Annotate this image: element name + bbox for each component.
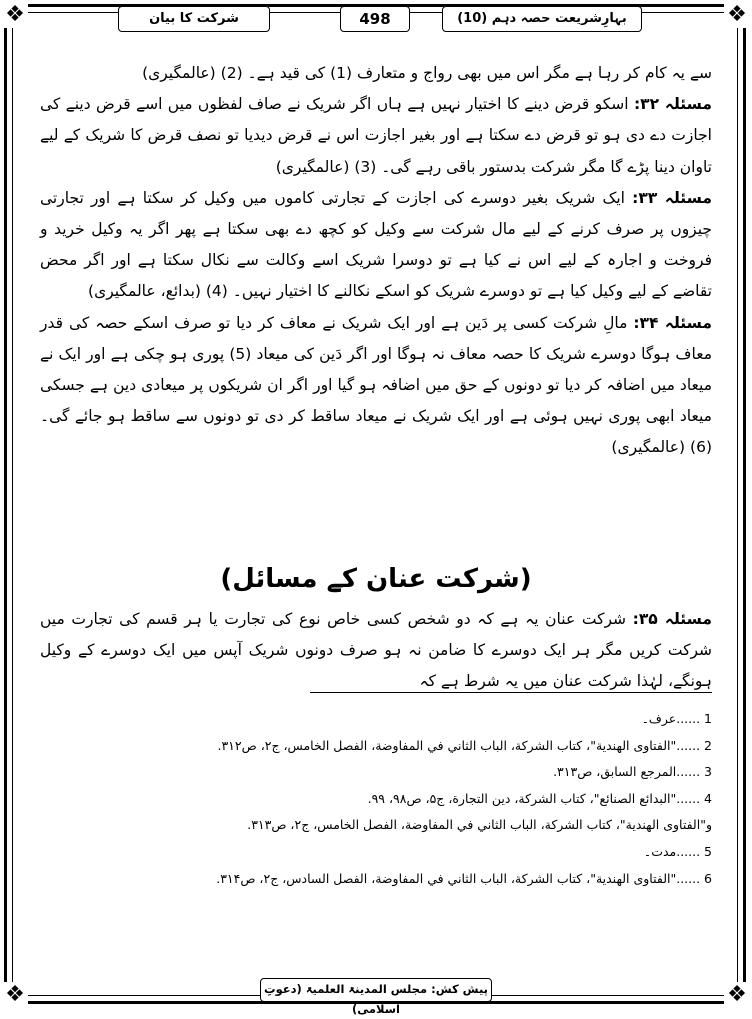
footnote: و"الفتاوى الهندية"، كتاب الشركة، الباب الثاني في المفاوضة، الفصل الخامس، ج۲، ص۳۱۳. bbox=[247, 817, 712, 833]
page-header bbox=[90, 6, 662, 34]
main-text-2: مسئلہ ۳۵: شرکت عنان یہ ہے کہ دو شخص کسی خاص نوع کی تجارت یا ہر قسم کی تجارت میں شرکت کریں مگر ہر ایک دوسرے کا ضامن نہ ہو صرف دونوں شریک آپس میں ایک دوسرے کے وکیل ہونگے، لہٰذا شرکت عنان میں یہ شرط ہے کہ bbox=[40, 610, 712, 691]
footnote-divider bbox=[310, 692, 712, 693]
corner-ornament-icon: ❖ bbox=[724, 982, 750, 1008]
paragraph: سے یہ کام کر رہا ہے مگر اس میں بھی رواج و متعارف (1) کی قید ہے۔ (2) (عالمگیری) bbox=[142, 64, 712, 82]
book-title: بہارِشریعت حصہ دہم (10) bbox=[442, 6, 642, 32]
paragraph: مسئلہ ۳۲: اسکو قرض دینے کا اختیار نہیں ہے ہاں اگر شریک نے صاف لفظوں میں اسے قرض دینے کی اجازت دے دی ہو تو قرض دے سکتا ہے اور بغیر اجازت اس نے قرض دیدیا تو نصف قرض کا شریک کے لیے تاوان دینا پڑے گا مگر شرکت بدستور باقی رہے گی۔ (3) (عالمگیری) bbox=[40, 95, 712, 176]
corner-ornament-icon: ❖ bbox=[2, 982, 28, 1008]
footnote: 4 ......"البدائع الصنائع"، كتاب الشركة، دين التجارة، ج۵، ص۹۸، ۹۹. bbox=[367, 790, 712, 806]
footnote: 3 ......المرجع السابق، ص۳۱۳. bbox=[553, 764, 712, 780]
masala-label: مسئلہ ۳۵: bbox=[632, 610, 712, 628]
footnote: 6 ......"الفتاوى الهندية"، كتاب الشركة، الباب الثاني في المفاوضة، الفصل السادس، ج۲، ص۳۱۴. bbox=[216, 870, 712, 886]
paragraph: مسئلہ ۳۳: ایک شریک بغیر دوسرے کی اجازت کے تجارتی کاموں میں وکیل کر سکتا ہے اور تجارتی چیزوں پر صرف کرنے کے لیے مال شرکت سے وکیل کو کچھ دے بھی سکتا ہے پھر اگر یہ وکیل خرید و فروخت و اجارہ کے لیے اس نے کیا ہے تو دوسرا شریک اسے وکالت سے نکال سکتا ہے اور اگر محض تقاضے کے لیے وکیل کیا ہے تو دوسرے شریک کو اسکے نکالنے کا اختیار نہیں۔ (4) (بدائع، عالمگیری) bbox=[40, 188, 712, 301]
masala-label: مسئلہ ۳۲: bbox=[633, 95, 712, 114]
section-heading: (شرکت عنان کے مسائل) bbox=[220, 564, 532, 594]
publisher-footer: پیش کش: مجلس المدینۃ العلمیۃ (دعوتِ اسلامی) bbox=[260, 978, 492, 1002]
corner-ornament-icon: ❖ bbox=[2, 2, 28, 28]
masala-label: مسئلہ ۳۴: bbox=[633, 313, 712, 332]
masala-label: مسئلہ ۳۳: bbox=[632, 188, 712, 207]
footnotes bbox=[100, 706, 712, 892]
footnote: 5 ......مدت۔ bbox=[643, 843, 712, 859]
footnote: 1 ......عرف۔ bbox=[641, 711, 712, 726]
corner-ornament-icon: ❖ bbox=[724, 2, 750, 28]
chapter-title: شرکت کا بیان bbox=[118, 6, 270, 32]
main-text bbox=[40, 58, 712, 464]
paragraph: مسئلہ ۳۴: مالِ شرکت کسی پر دَین ہے اور ایک شریک نے معاف کر دیا تو صرف اسکے حصہ کی قدر معاف ہوگا دوسرے شریک کا حصہ معاف نہ ہوگا اور اگر دَین کی میعاد (5) پوری ہو چکی ہے اور ایک نے میعاد میں اضافہ کر دیا تو دونوں کے حق میں اضافہ ہو گیا اور اگر ان شریکوں پر میعادی دین ہے جسکی میعاد ابھی پوری نہیں ہوئی ہے اور ایک شریک نے میعاد ساقط کر دی تو دونوں سے ساقط ہو جائے گی۔ (6) (عالمگیری) bbox=[40, 313, 712, 457]
footnote: 2 ......"الفتاوى الهندية"، كتاب الشركة، الباب الثاني في المفاوضة، الفصل الخامس، ج۲، ص۳۱۲. bbox=[217, 737, 712, 753]
page-number: 498 bbox=[340, 6, 410, 32]
